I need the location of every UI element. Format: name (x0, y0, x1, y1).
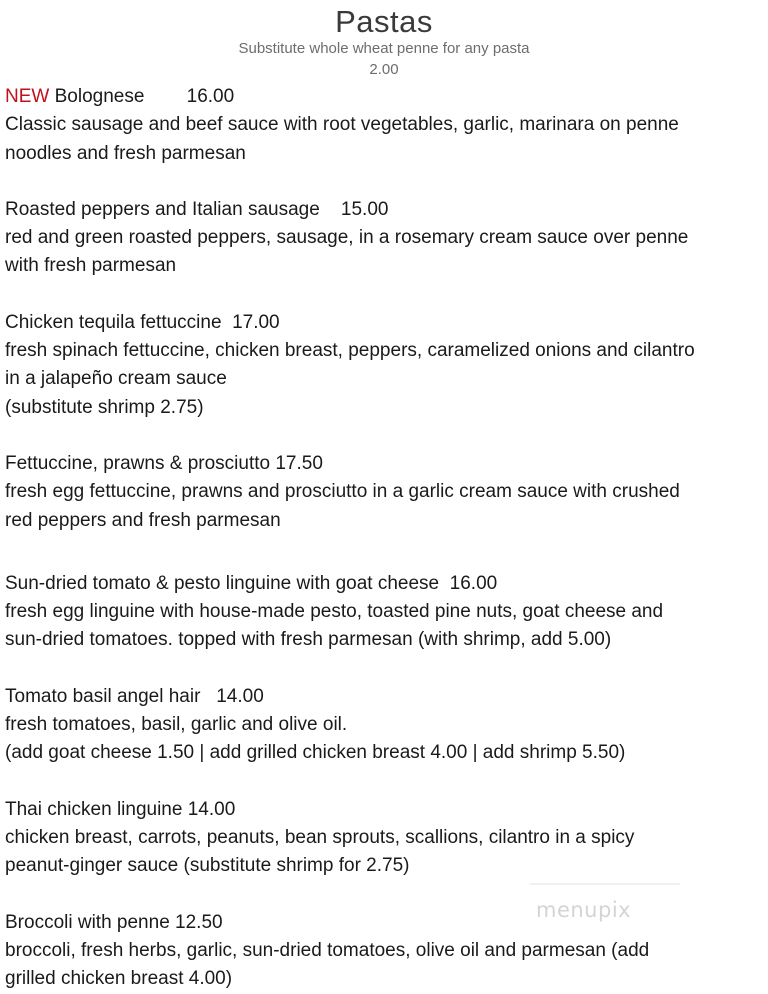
menu-item-broccoli-penne (5, 909, 765, 994)
menu-item-name: Chicken tequila fettuccine (5, 311, 222, 333)
menu-substitution-note: Substitute whole wheat penne for any pasta (238, 40, 530, 57)
menu-item-description: chicken breast, carrots, peanuts, bean sprouts, scallions, cilantro in a spicy peanut-ginger sauce (substitute shrimp for 2.75) (5, 826, 635, 877)
menu-item-heading (5, 796, 765, 824)
menu-item-name: Bolognese (54, 86, 145, 107)
menu-item-name: Sun-dried tomato & pesto linguine with goat cheese (5, 572, 440, 594)
menu-item-heading (5, 570, 765, 598)
menu-item-heading (5, 309, 765, 337)
menu-section-title: Pastas (335, 4, 433, 39)
menu-item-bolognese (5, 83, 765, 168)
menu-item-name: Broccoli with penne (5, 911, 170, 933)
menu-item-thai-chicken-linguine (5, 796, 765, 881)
menu-item-tomato-basil-angel-hair (5, 683, 765, 768)
menu-item-name: Roasted peppers and Italian sausage (5, 198, 320, 220)
menu-item-description: fresh egg fettuccine, prawns and prosciutto in a garlic cream sauce with crushed red peppers and fresh parmesan (5, 481, 680, 531)
menu-item-heading (5, 196, 765, 224)
menu-item-description: fresh spinach fettuccine, chicken breast, peppers, caramelized onions and cilantro in a jalapeño cream sauce (substitute shrimp 2.75) (5, 340, 695, 418)
menu-item-chicken-tequila-fettuccine (5, 309, 765, 422)
menu-item-fettuccine-prawns-prosciutto (5, 450, 765, 535)
menupix-watermark: menupix (536, 898, 632, 922)
watermark-rule (530, 883, 680, 885)
menu-item-heading (5, 83, 765, 111)
menu-item-heading (5, 909, 765, 937)
menu-item-description: red and green roasted peppers, sausage, in a rosemary cream sauce over penne with fresh parmesan (5, 227, 689, 277)
menu-item-price: 16.00 (186, 86, 235, 107)
menu-item-price: 17.00 (232, 311, 280, 333)
menu-item-sundried-tomato-pesto-linguine (5, 570, 765, 655)
menu-item-price: 14.00 (187, 798, 236, 820)
menu-item-list (5, 83, 765, 993)
new-badge: NEW (5, 86, 50, 107)
menu-substitution-price: 2.00 (369, 61, 399, 78)
menu-item-description: fresh egg linguine with house-made pesto, toasted pine nuts, goat cheese and sun-dried tomatoes. topped with fresh parmesan (with shrimp, add 5.00) (5, 601, 664, 651)
menu-item-price: 17.50 (275, 452, 323, 474)
menu-item-name: Fettuccine, prawns & prosciutto (5, 452, 271, 474)
menu-item-description: fresh tomatoes, basil, garlic and olive oil. (add goat cheese 1.50 | add grilled chicken breast 4.00 | add shrimp 5.50) (5, 714, 626, 764)
menu-item-description: Classic sausage and beef sauce with root vegetables, garlic, marinara on penne noodles and fresh parmesan (5, 114, 679, 164)
menu-item-heading (5, 683, 765, 711)
menu-item-price: 14.00 (216, 685, 264, 707)
menu-item-description: broccoli, fresh herbs, garlic, sun-dried tomatoes, olive oil and parmesan (add grilled chicken breast 4.00) (5, 939, 650, 990)
menu-item-heading (5, 450, 765, 478)
menu-item-name: Thai chicken linguine (5, 798, 183, 820)
menu-item-price: 12.50 (175, 911, 223, 933)
menu-item-price: 16.00 (449, 572, 498, 594)
menu-item-price: 15.00 (340, 198, 389, 220)
menu-item-name: Tomato basil angel hair (5, 685, 201, 707)
menu-item-roasted-peppers-sausage (5, 196, 765, 281)
